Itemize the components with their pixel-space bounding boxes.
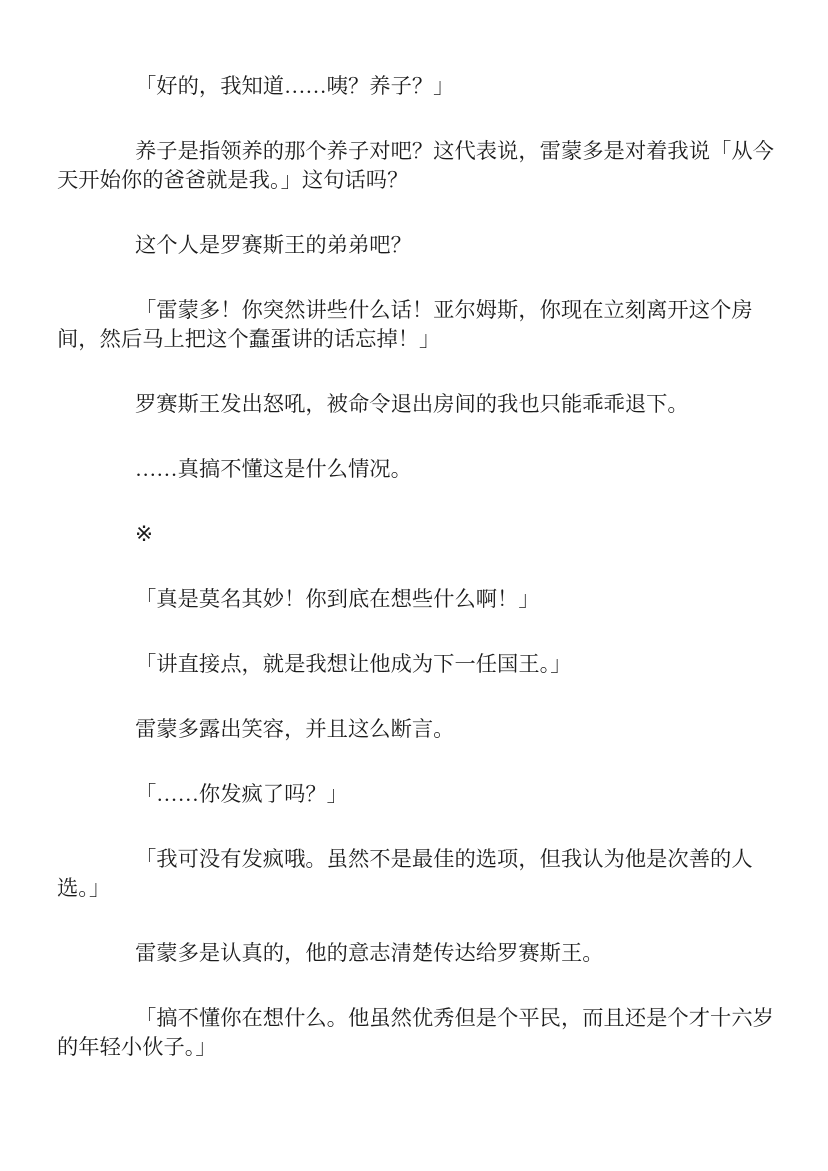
text-line: 「……你发疯了吗？」 <box>135 782 348 806</box>
text-line: 间，然后马上把这个蠢蛋讲的话忘掉！」 <box>57 327 441 351</box>
text-line: 养子是指领养的那个养子对吧？这代表说，雷蒙多是对着我说「从今 <box>135 139 774 163</box>
paragraph-narration <box>57 715 773 744</box>
paragraph-narration <box>57 455 773 484</box>
text-line: 「搞不懂你在想什么。他虽然优秀但是个平民，而且还是个才十六岁 <box>135 1006 774 1030</box>
paragraph-dialogue <box>57 845 773 903</box>
text-line: 「好的，我知道……咦？养子？」 <box>135 74 455 98</box>
text-line: 「真是莫名其妙！你到底在想些什么啊！」 <box>135 587 540 611</box>
text-line: 天开始你的爸爸就是我。」这句话吗？ <box>57 168 409 192</box>
text-line: 这个人是罗赛斯王的弟弟吧？ <box>135 233 412 257</box>
text-line: 雷蒙多是认真的，他的意志清楚传达给罗赛斯王。 <box>135 941 604 965</box>
paragraph-dialogue <box>57 780 773 809</box>
text-line: 罗赛斯王发出怒吼，被命令退出房间的我也只能乖乖退下。 <box>135 392 689 416</box>
text-line: 「我可没有发疯哦。虽然不是最佳的选项，但我认为他是次善的人 <box>135 847 753 871</box>
text-line: 选。」 <box>57 876 111 900</box>
paragraph-dialogue <box>57 72 773 101</box>
text-line: 「雷蒙多！你突然讲些什么话！亚尔姆斯，你现在立刻离开这个房 <box>135 298 753 322</box>
text-line: 「讲直接点，就是我想让他成为下一任国王。」 <box>135 652 572 676</box>
paragraph-dialogue <box>57 1004 773 1062</box>
paragraph-narration <box>57 231 773 260</box>
paragraph-dialogue <box>57 585 773 614</box>
text-line: 的年轻小伙子。」 <box>57 1035 217 1059</box>
paragraph-narration <box>57 390 773 419</box>
section-divider <box>57 520 773 549</box>
paragraph-narration <box>57 137 773 195</box>
paragraph-narration <box>57 939 773 968</box>
text-line: 雷蒙多露出笑容，并且这么断言。 <box>135 717 455 741</box>
paragraph-dialogue <box>57 296 773 354</box>
paragraph-dialogue <box>57 650 773 679</box>
section-divider-symbol: ※ <box>135 522 153 546</box>
text-line: ……真搞不懂这是什么情况。 <box>135 457 412 481</box>
